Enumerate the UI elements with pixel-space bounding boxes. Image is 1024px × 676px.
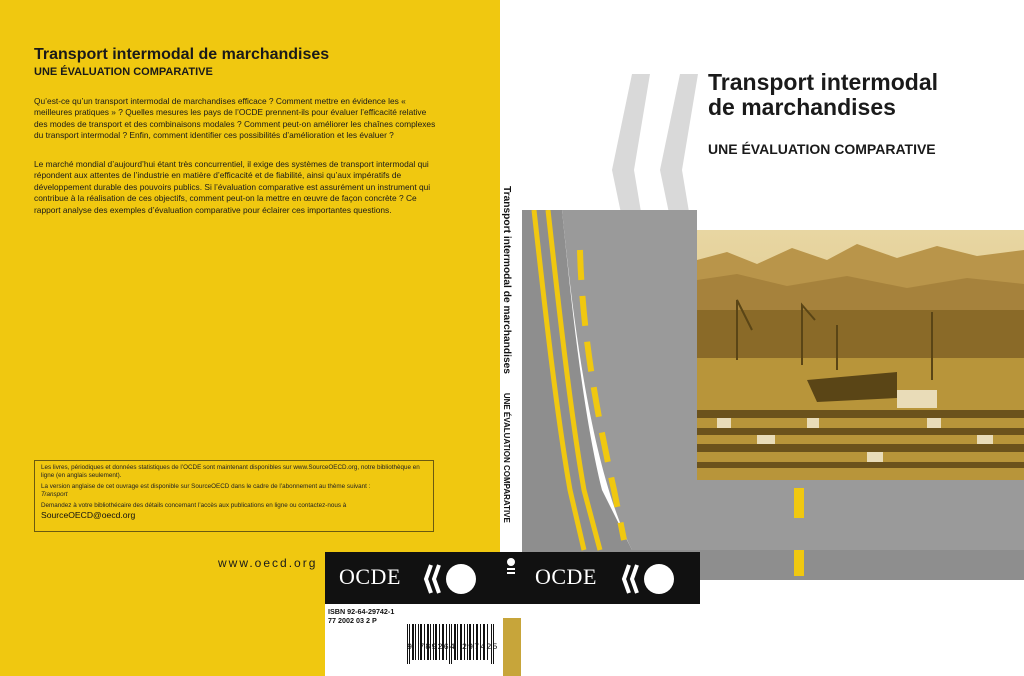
- info-line-3: Transport: [41, 491, 68, 498]
- info-line-1: Les livres, périodiques et données statistiques de l’OCDE sont maintenant disponibles sur www.SourceOECD.org, notre bibliothèque en ligne (en anglais seulement).: [41, 464, 420, 479]
- spine-text: [501, 186, 512, 523]
- isbn-area: [325, 604, 500, 676]
- website-link[interactable]: www.oecd.org: [218, 556, 318, 570]
- info-line-4: Demandez à votre bibliothécaire des détails concernant l’accès aux publications en ligne ou contactez-nous à: [41, 502, 347, 509]
- back-paragraph-1: Qu’est-ce qu’un transport intermodal de marchandises efficace ? Comment mettre en évidence les « meilleures pratiques » ? Quelles mesures les pays de l’OCDE prennent-ils pour évaluer l’efficacité relative des modes de transport et des combinaisons modales ? Comment peut-on améliorer les chaînes complexes du transport intermodal ? Enfin, comment identifier ces possibilités d’amélioration et les évaluer ?: [34, 96, 436, 141]
- front-title-line-2: de marchandises: [708, 94, 896, 120]
- port-photo: [697, 230, 1024, 480]
- front-title: [708, 70, 938, 120]
- isbn-text: ISBN 92-64-29742-1: [328, 607, 395, 616]
- back-paragraph-2: Le marché mondial d’aujourd’hui étant très concurrentiel, il exige des systèmes de transport intermodal qui répondent aux attentes de l’industrie en matière d’efficacité et de fiabilité, ainsi qu’aux impératifs de développement durable des pouvoirs publics. Si l’évaluation comparative est assurément un instrument qui contribue à la réalisation de ces objectifs, comment peut-on la mettre en œuvre de façon concrète ? Ce rapport analyse des exemples d’évaluation comparative pour éclairer ces importantes questions.: [34, 159, 431, 215]
- sourceoecd-info-box: [34, 460, 434, 532]
- ocde-logo-icon-left: [417, 561, 481, 597]
- info-line-2: La version anglaise de cet ouvrage est disponible sur SourceOECD dans le cadre de l’abonnement au thème suivant :: [41, 483, 371, 490]
- spine-thumbnail-image: [503, 618, 521, 676]
- spine-subtitle: UNE ÉVALUATION COMPARATIVE: [502, 392, 511, 523]
- ocde-logo-icon-right: [615, 561, 679, 597]
- info-email-link[interactable]: SourceOECD@oecd.org: [41, 510, 136, 520]
- ocde-logo-text-right: OCDE: [535, 564, 597, 589]
- back-subtitle: UNE ÉVALUATION COMPARATIVE: [34, 66, 213, 78]
- front-subtitle: UNE ÉVALUATION COMPARATIVE: [708, 141, 936, 157]
- ocde-band: [325, 552, 700, 604]
- front-title-line-1: Transport intermodal: [708, 69, 939, 95]
- ocde-logo-text-left: OCDE: [339, 564, 401, 589]
- spine-logo-icon: [505, 556, 517, 576]
- product-code: 77 2002 03 2 P: [328, 616, 377, 625]
- back-title: Transport intermodal de marchandises: [34, 46, 330, 63]
- spine-title: Transport intermodal de marchandises: [501, 186, 512, 374]
- barcode-digits: 9 789264 297425: [407, 642, 499, 652]
